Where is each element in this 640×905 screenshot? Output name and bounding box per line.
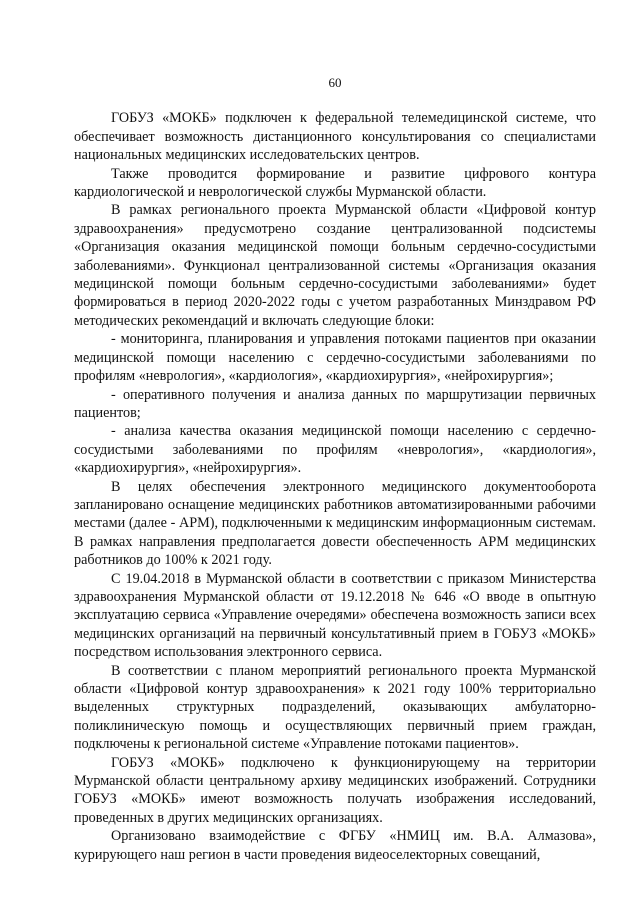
paragraph-almazov-center: Организовано взаимодействие с ФГБУ «НМИЦ им. В.А. Алмазова», курирующего наш регион в части проведения видеоселекторных совещаний, <box>74 828 596 863</box>
paragraph-electronic-document-flow: В целях обеспечения электронного медицинского документооборота запланировано оснащение медицинских работников автоматизированными рабочими местами (далее - АРМ), подключенными к медицинским информационным системам. В рамках направления предполагается довести обеспеченность АРМ медицинских работников до 100% к 2021 году. <box>74 478 596 569</box>
paragraph-telemedicine: ГОБУЗ «МОКБ» подключен к федеральной телемедицинской системе, что обеспечивает возможность дистанционного консультирования со специалистами национальных медицинских исследовательских центров. <box>74 110 596 164</box>
paragraph-image-archive: ГОБУЗ «МОКБ» подключено к функционирующему на территории Мурманской области центральному архиву медицинских изображений. Сотрудники ГОБУЗ «МОКБ» имеют возможность получать изображения исследований, проведенных в других медицинских организациях. <box>74 754 596 826</box>
list-item-routing-data: - оперативного получения и анализа данных по маршрутизации первичных пациентов; <box>74 386 596 421</box>
paragraph-digital-contour: Также проводится формирование и развитие цифрового контура кардиологической и неврологической службы Мурманской области. <box>74 165 596 201</box>
document-page <box>74 74 596 894</box>
list-item-monitoring: - мониторинга, планирования и управления потоками пациентов при оказании медицинской помощи населению с сердечно-сосудистыми заболеваниями по профилям «неврология», «кардиология», «кардиохирургия», «нейрохирургия»; <box>74 331 596 385</box>
page-number: 60 <box>328 75 342 90</box>
paragraph-queue-service: С 19.04.2018 в Мурманской области в соответствии с приказом Министерства здравоохранения Мурманской области от 19.12.2018 № 646 «О вводе в опытную эксплуатацию сервиса «Управление очередями» обеспечена возможность записи всех медицинских организаций на первичный консультативный прием в ГОБУЗ «МОКБ» посредством использования электронного сервиса. <box>74 570 596 661</box>
paragraph-regional-project: В рамках регионального проекта Мурманской области «Цифровой контур здравоохранения» предусмотрено создание централизованной подсистемы «Организация оказания медицинской помощи больным сердечно-сосудистыми заболеваниями». Функционал централизованной системы «Организация оказания медицинской помощи больным сердечно-сосудистыми заболеваниями» будет формироваться в период 2020-2022 годы с учетом разработанных Минздравом РФ методических рекомендаций и включать следующие блоки: <box>74 202 596 329</box>
list-item-quality-analysis: - анализа качества оказания медицинской помощи населению с сердечно-сосудистыми заболеваниями по профилям «неврология», «кардиология», «кардиохирургия», «нейрохирургия». <box>74 423 596 477</box>
paragraph-patient-flow-system: В соответствии с планом мероприятий регионального проекта Мурманской области «Цифровой контур здравоохранения» к 2021 году 100% территориально выделенных структурных подразделений, оказывающих амбулаторно-поликлиническую помощь и осуществляющих первичный прием граждан, подключены к региональной системе «Управление потоками пациентов». <box>74 662 596 753</box>
